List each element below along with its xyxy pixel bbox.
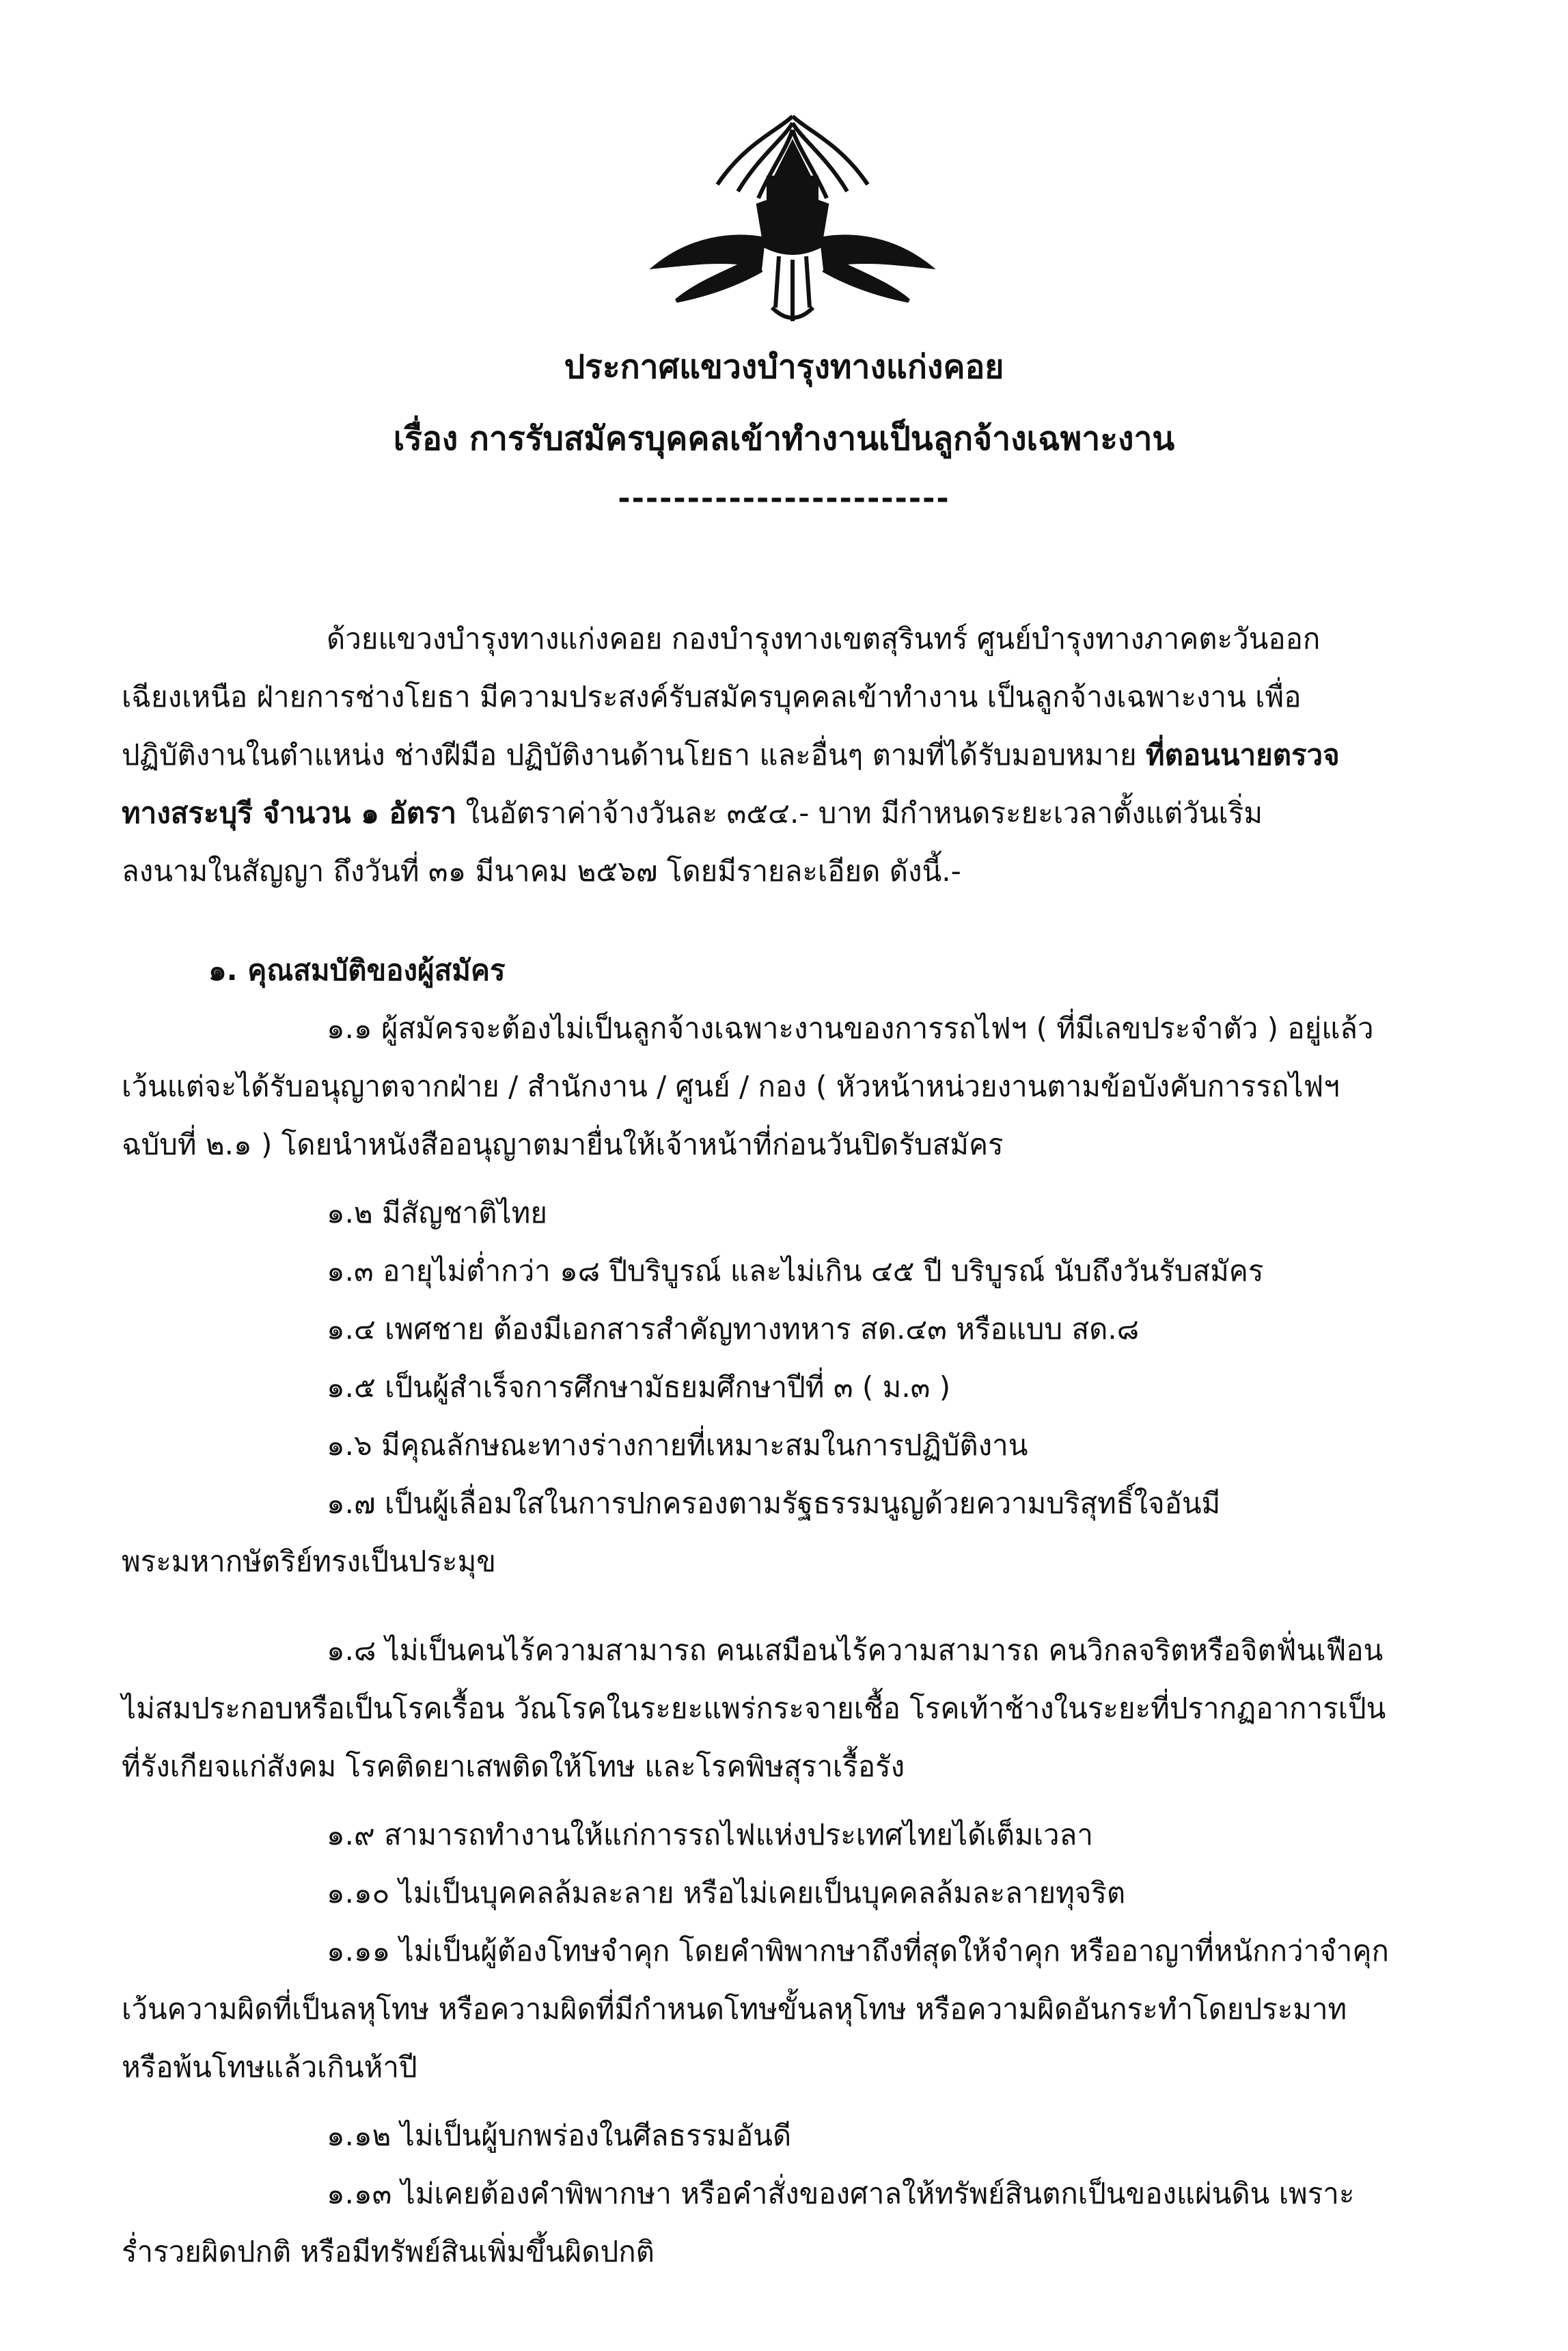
- list-item: ๑.๑๐ ไม่เป็นบุคคลล้มละลาย หรือไม่เคยเป็นบุคคลล้มละลายทุจริต: [327, 1876, 1126, 1910]
- list-item: ๑.๑๓ ไม่เคยต้องคำพิพากษา หรือคำสั่งของศาลให้ทรัพย์สินตกเป็นของแผ่นดิน เพราะ: [327, 2177, 1355, 2210]
- list-item-continuation: ที่รังเกียจแก่สังคม โรคติดยาเสพติดให้โทษ และโรคพิษสุราเรื้อรัง: [122, 1750, 905, 1783]
- list-item: ๑.๔ เพศชาย ต้องมีเอกสารสำคัญทางทหาร สด.๔๓ หรือแบบ สด.๘: [327, 1312, 1140, 1346]
- list-item-continuation: ไม่สมประกอบหรือเป็นโรคเรื้อน วัณโรคในระยะแพร่กระจายเชื้อ โรคเท้าช้างในระยะที่ปรากฏอาการเป็น: [122, 1691, 1386, 1725]
- intro-bold-text: ทางสระบุรี จำนวน ๑ อัตรา: [122, 796, 457, 830]
- list-item: ๑.๓ อายุไม่ต่ำกว่า ๑๘ ปีบริบูรณ์ และไม่เกิน ๔๕ ปี บริบูรณ์ นับถึงวันรับสมัคร: [327, 1254, 1264, 1288]
- list-item: ๑.๖ มีคุณลักษณะทางร่างกายที่เหมาะสมในการปฏิบัติงาน: [327, 1428, 1028, 1462]
- list-item-continuation: เว้นแต่จะได้รับอนุญาตจากฝ่าย / สำนักงาน / ศูนย์ / กอง ( หัวหน้าหน่วยงานตามข้อบังคับการรถไฟฯ: [122, 1070, 1340, 1103]
- intro-text: ปฏิบัติงานในตำแหน่ง ช่างฝีมือ ปฏิบัติงานด้านโยธา และอื่นๆ ตามที่ได้รับมอบหมาย: [122, 738, 1146, 772]
- list-item: ๑.๑ ผู้สมัครจะต้องไม่เป็นลูกจ้างเฉพาะงานของการรถไฟฯ ( ที่มีเลขประจำตัว ) อยู่แล้ว: [327, 1011, 1374, 1045]
- intro-line: เฉียงเหนือ ฝ่ายการช่างโยธา มีความประสงค์รับสมัครบุคคลเข้าทำงาน เป็นลูกจ้างเฉพาะงาน เพื่อ: [122, 680, 1302, 714]
- list-item-continuation: ฉบับที่ ๒.๑ ) โดยนำหนังสืออนุญาตมายื่นให้เจ้าหน้าที่ก่อนวันปิดรับสมัคร: [122, 1128, 1004, 1161]
- title-divider: ------------------------: [618, 481, 950, 516]
- list-item-continuation: ร่ำรวยผิดปกติ หรือมีทรัพย์สินเพิ่มขึ้นผิดปกติ: [122, 2235, 655, 2268]
- list-item: ๑.๙ สามารถทำงานให้แก่การรถไฟแห่งประเทศไทยได้เต็มเวลา: [327, 1818, 1093, 1851]
- list-item: ๑.๑๒ ไม่เป็นผู้บกพร่องในศีลธรรมอันดี: [327, 2119, 792, 2152]
- list-item-continuation: พระมหากษัตริย์ทรงเป็นประมุข: [122, 1545, 496, 1578]
- intro-line: ด้วยแขวงบำรุงทางแก่งคอย กองบำรุงทางเขตสุรินทร์ ศูนย์บำรุงทางภาคตะวันออก: [327, 622, 1321, 655]
- list-item: ๑.๒ มีสัญชาติไทย: [327, 1196, 547, 1229]
- intro-text: ในอัตราค่าจ้างวันละ ๓๕๔.- บาท มีกำหนดระยะเวลาตั้งแต่วันเริ่ม: [456, 796, 1263, 830]
- list-item: ๑.๗ เป็นผู้เลื่อมใสในการปกครองตามรัฐธรรมนูญด้วยความบริสุทธิ์ใจอันมี: [327, 1486, 1221, 1520]
- intro-line: ลงนามในสัญญา ถึงวันที่ ๓๑ มีนาคม ๒๕๖๗ โดยมีรายละเอียด ดังนี้.-: [122, 854, 961, 888]
- page-title: ประกาศแขวงบำรุงทางแก่งคอย: [564, 348, 1004, 386]
- list-item-continuation: หรือพ้นโทษแล้วเกินห้าปี: [122, 2050, 417, 2084]
- intro-bold-text: ที่ตอนนายตรวจ: [1145, 738, 1340, 772]
- list-item: ๑.๕ เป็นผู้สำเร็จการศึกษามัธยมศึกษาปีที่ ๓ ( ม.๓ ): [327, 1370, 951, 1404]
- list-item: ๑.๘ ไม่เป็นคนไร้ความสามารถ คนเสมือนไร้ความสามารถ คนวิกลจริตหรือจิตฟั่นเฟือน: [327, 1633, 1384, 1667]
- list-item-continuation: เว้นความผิดที่เป็นลหุโทษ หรือความผิดที่มีกำหนดโทษขั้นลหุโทษ หรือความผิดอันกระทำโดยประมาท: [122, 1992, 1347, 2026]
- intro-line: [122, 735, 1340, 776]
- section-heading: ๑. คุณสมบัติของผู้สมัคร: [208, 953, 506, 987]
- subject-title: เรื่อง การรับสมัครบุคคลเข้าทำงานเป็นลูกจ้างเฉพาะงาน: [393, 420, 1175, 458]
- railway-emblem-icon: [642, 103, 943, 335]
- intro-line: [122, 793, 1263, 834]
- list-item: ๑.๑๑ ไม่เป็นผู้ต้องโทษจำคุก โดยคำพิพากษาถึงที่สุดให้จำคุก หรืออาญาที่หนักกว่าจำคุก: [327, 1934, 1389, 1968]
